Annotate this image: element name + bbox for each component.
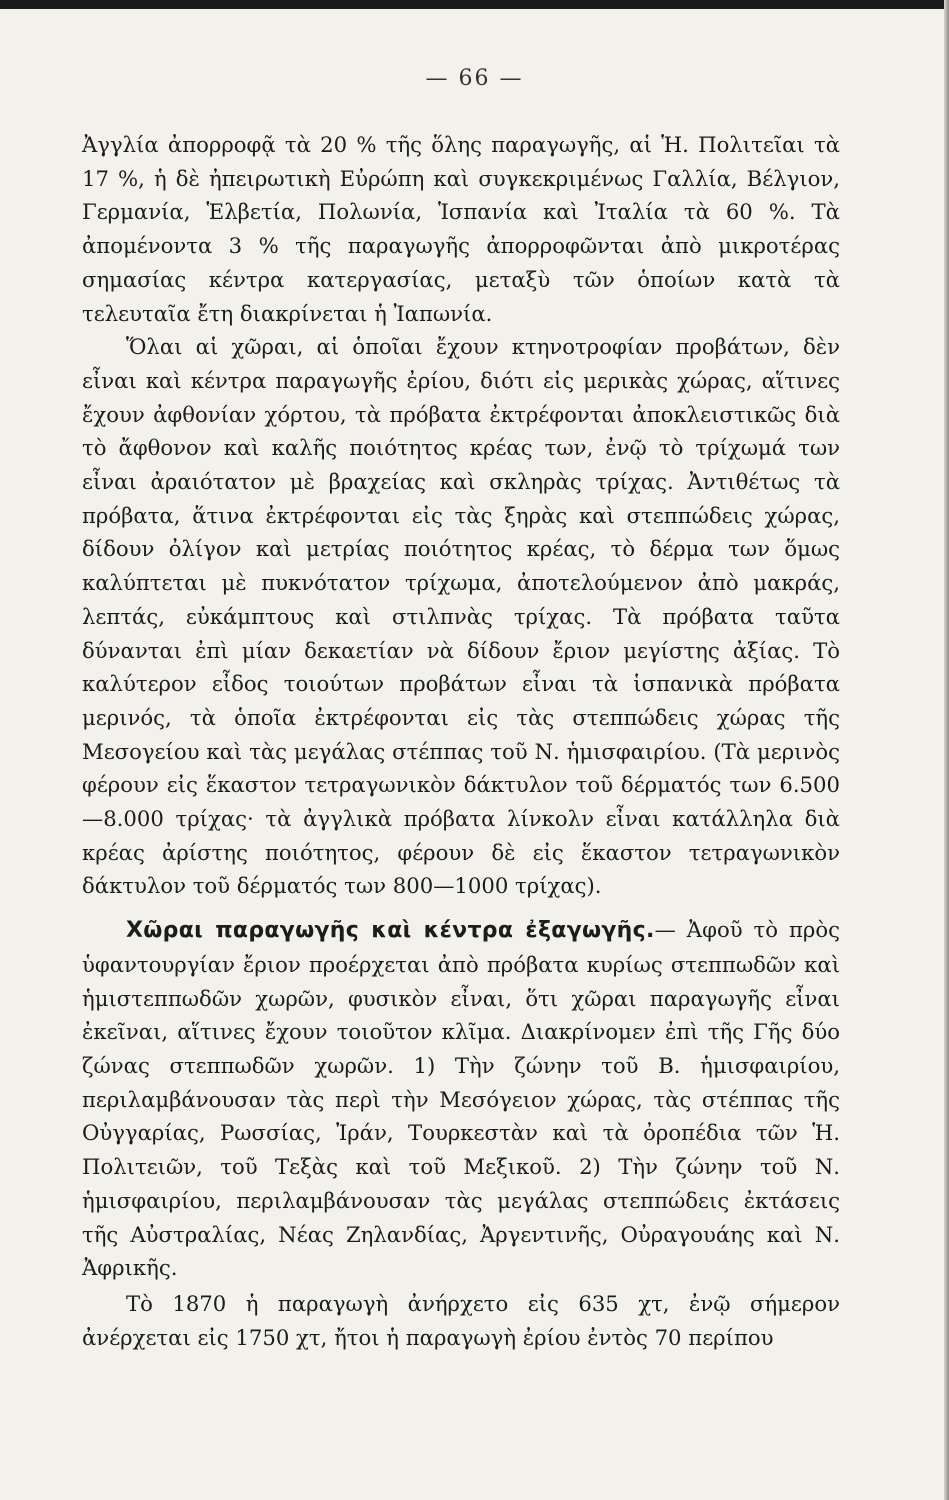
body-text — [82, 128, 840, 1354]
page-right-edge — [944, 0, 949, 1500]
page-number — [0, 66, 949, 91]
paragraph-production-growth: Τὸ 1870 ἡ παραγωγὴ ἀνήρχετο εἰς 635 χτ, ἐνῷ σήμερον ἀνέρχεται εἰς 1750 χτ, ἤτοι ἡ παραγωγὴ ἐρίου ἐντὸς 70 περίπου — [82, 1290, 840, 1350]
section-body: — Ἀφοῦ τὸ πρὸς ὑφαντουργίαν ἔριον προέρχεται ἀπὸ πρόβατα κυρίως στεππωδῶν καὶ ἡμιστεππωδῶν χωρῶν, φυσικὸν εἶναι, ὅτι χῶραι παραγωγῆς εἶναι ἐκεῖναι, αἵτινες ἔχουν τοιοῦτον κλῖμα. Διακρίνομεν ἐπὶ τῆς Γῆς δύο ζώνας στεππωδῶν χωρῶν. 1) Τὴν ζώνην τοῦ Β. ἡμισφαιρίου, περιλαμβάνουσαν τὰς περὶ τὴν Μεσόγειον χώρας, τὰς στέππας τῆς Οὐγγαρίας, Ρωσσίας, Ἰράν, Τουρκεστὰν καὶ τὰ ὀροπέδια τῶν Ἡ. Πολιτειῶν, τοῦ Τεξὰς καὶ τοῦ Μεξικοῦ. 2) Τὴν ζώνην τοῦ Ν. ἡμισφαιρίου, περιλαμβάνουσαν τὰς μεγάλας στεππώδεις ἐκτάσεις τῆς Αὐστραλίας, Νέας Ζηλανδίας, Ἀργεντινῆς, Οὐραγουάης καὶ Ν. Ἀφρικῆς. — [82, 917, 840, 1281]
paragraph-import-shares: Ἀγγλία ἀπορροφᾷ τὰ 20 % τῆς ὅλης παραγωγῆς, αἱ Ἡ. Πολιτεῖαι τὰ 17 %, ἡ δὲ ἠπειρωτικὴ Εὐρώπη καὶ συγκεκριμένως Γαλλία, Βέλγιον, Γερμανία, Ἑλβετία, Πολωνία, Ἱσπανία καὶ Ἰταλία τὰ 60 %. Τὰ ἀπομένοντα 3 % τῆς παραγωγῆς ἀπορροφῶνται ἀπὸ μικροτέρας σημασίας κέντρα κατεργασίας, μεταξὺ τῶν ὁποίων κατὰ τὰ τελευταῖα ἔτη διακρίνεται ἡ Ἰαπωνία. — [82, 132, 840, 326]
page-number-value: 66 — [458, 66, 491, 91]
section-heading: Χῶραι παραγωγῆς καὶ κέντρα ἐξαγωγῆς. — [126, 918, 655, 944]
page-number-dash-right — [491, 66, 524, 91]
page-top-edge — [0, 0, 949, 9]
paragraph-production-countries — [82, 913, 840, 1285]
page-number-dash-left — [426, 66, 459, 91]
paragraph-sheep-breeding: Ὅλαι αἱ χῶραι, αἱ ὁποῖαι ἔχουν κτηνοτροφίαν προβάτων, δὲν εἶναι καὶ κέντρα παραγωγῆς ἐρίου, διότι εἰς μερικὰς χώρας, αἵτινες ἔχουν ἀφθονίαν χόρτου, τὰ πρόβατα ἐκτρέφονται ἀποκλειστικῶς διὰ τὸ ἄφθονον καὶ καλῆς ποιότητος κρέας των, ἐνῷ τὸ τρίχωμά των εἶναι ἀραιότατον μὲ βραχείας καὶ σκληρὰς τρίχας. Ἀντιθέτως τὰ πρόβατα, ἅτινα ἐκτρέφονται εἰς τὰς ξηρὰς καὶ στεππώδεις χώρας, δίδουν ὀλίγον καὶ μετρίας ποιότητος κρέας, τὸ δέρμα των ὅμως καλύπτεται μὲ πυκνότατον τρίχωμα, ἀποτελούμενον ἀπὸ μακράς, λεπτάς, εὐκάμπτους καὶ στιλπνὰς τρίχας. Τὰ πρόβατα ταῦτα δύνανται ἐπὶ μίαν δεκαετίαν νὰ δίδουν ἔριον μεγίστης ἀξίας. Τὸ καλύτερον εἶδος τοιούτων προβάτων εἶναι τὰ ἱσπανικὰ πρόβατα μερινός, τὰ ὁποῖα ἐκτρέφονται εἰς τὰς στεππώδεις χώρας τῆς Μεσογείου καὶ τὰς μεγάλας στέππας τοῦ Ν. ἡμισφαιρίου. (Τὰ μερινὸς φέρουν εἰς ἕκαστον τετραγωνικὸν δάκτυλον τοῦ δέρματός των 6.500—8.000 τρίχας· τὰ ἀγγλικὰ πρόβατα λίνκολν εἶναι κατάλληλα διὰ κρέας ἀρίστης ποιότητος, φέρουν δὲ εἰς ἕκαστον τετραγωνικὸν δάκτυλον τοῦ δέρματός των 800—1000 τρίχας). — [82, 334, 840, 899]
